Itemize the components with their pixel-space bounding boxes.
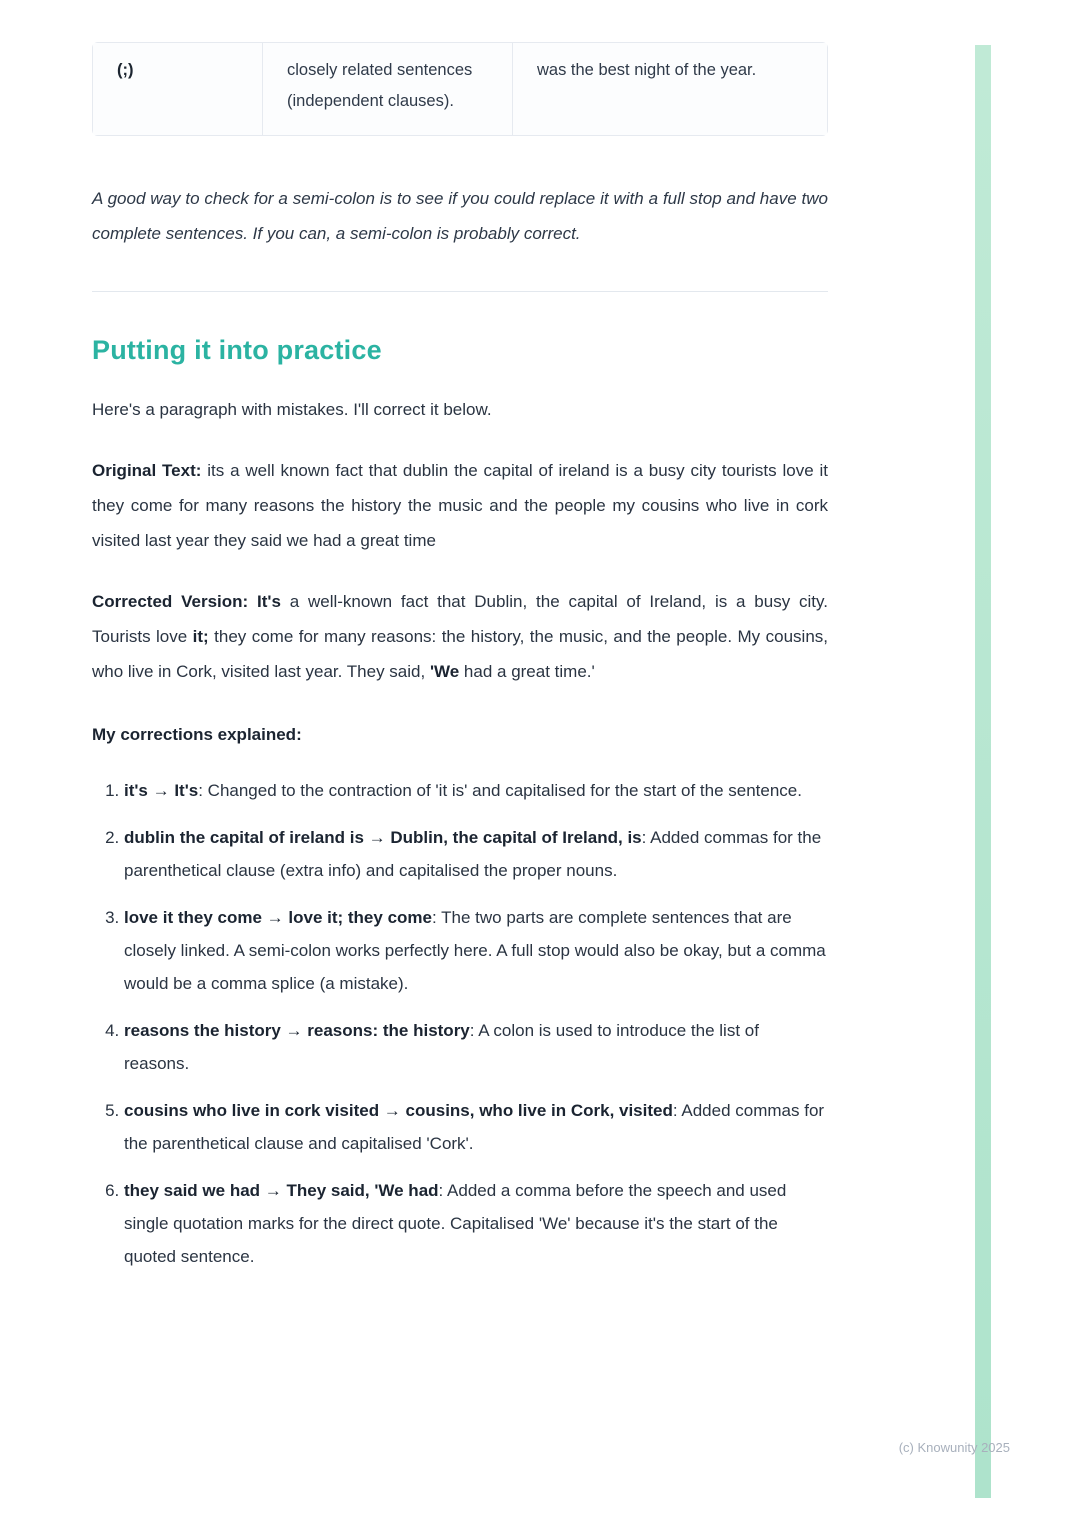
semicolon-tip-paragraph: A good way to check for a semi-colon is to see if you could replace it with a full stop and have two complete sentences. If you can, a semi-colon is probably correct. <box>92 189 828 243</box>
punctuation-table-grid <box>92 42 828 136</box>
table-row-semicolon <box>93 43 828 136</box>
correction-item: 2. dublin the capital of ireland is → Dublin, the capital of Ireland, is: Added commas for the parenthetical clause (extra info) and capitalised the proper nouns. <box>124 821 828 887</box>
intro-paragraph: Here's a paragraph with mistakes. I'll correct it below. <box>92 400 492 419</box>
punctuation-mark-label: (;) <box>117 61 134 79</box>
cell-punctuation-mark <box>93 43 263 136</box>
correction-item: 6. they said we had → They said, 'We had: Added a comma before the speech and used single quotation marks for the direct quote. Capitalised 'We' because it's the start of the quoted sentence. <box>124 1174 828 1273</box>
document-content <box>92 0 828 1287</box>
cell-usage: closely related sentences (independent clauses). <box>263 43 513 136</box>
correction-item: 3. love it they come → love it; they come: The two parts are complete sentences that are closely linked. A semi-colon works perfectly here. A full stop would also be okay, but a comma would be a comma splice (a mistake). <box>124 901 828 1000</box>
corrections-list <box>92 774 828 1273</box>
corrections-heading <box>92 717 828 752</box>
corrections-heading-label: My corrections explained: <box>92 725 302 744</box>
correction-item: 5. cousins who live in cork visited → cousins, who live in Cork, visited: Added commas for the parenthetical clause and capitalised 'Cork'. <box>124 1094 828 1160</box>
corrected-version-paragraph: Corrected Version: It's a well-known fact that Dublin, the capital of Ireland, is a busy city. Tourists love it; they come for many reasons: the history, the music, and the people. My cousins, who live in Cork, visited last year. They said, 'We had a great time.' <box>92 592 828 681</box>
correction-item: 1. it's → It's: Changed to the contraction of 'it is' and capitalised for the start of the sentence. <box>124 774 828 807</box>
correction-item: 4. reasons the history → reasons: the history: A colon is used to introduce the list of reasons. <box>124 1014 828 1080</box>
page-edge-accent-bar <box>975 45 991 1498</box>
watermark-text: (c) Knowunity 2025 <box>898 1440 1010 1455</box>
section-divider <box>92 291 828 292</box>
cell-example: was the best night of the year. <box>513 43 828 136</box>
section-heading: Putting it into practice <box>92 335 382 365</box>
punctuation-table <box>92 42 828 136</box>
original-text-paragraph: Original Text: its a well known fact that dublin the capital of ireland is a busy city tourists love it they come for many reasons the history the music and the people my cousins who live in cork visited last year they said we had a great time <box>92 461 828 550</box>
